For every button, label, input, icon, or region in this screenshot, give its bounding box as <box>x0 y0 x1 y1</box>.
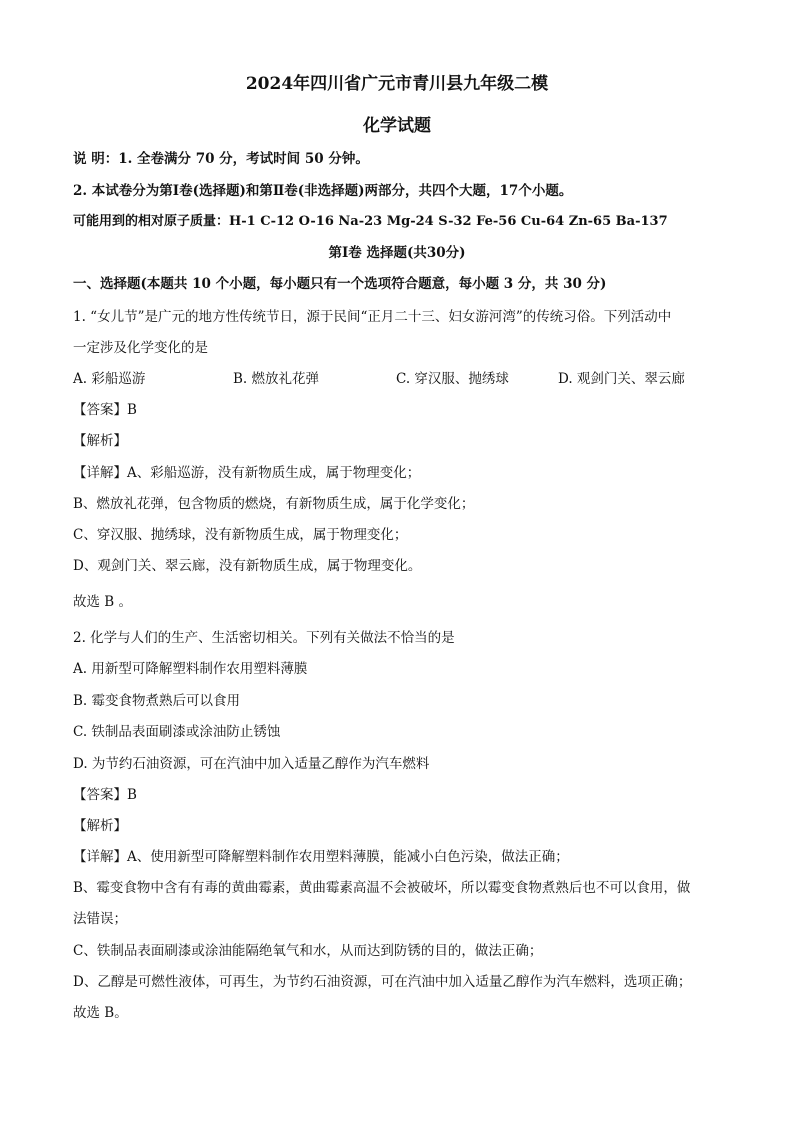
q1-explanation-line: C、穿汉服、抛绣球，没有新物质生成，属于物理变化； <box>73 527 408 543</box>
q2-explanation-line: B、霉变食物中含有有毒的黄曲霉素，黄曲霉素高温不会被破坏，所以霉变食物煮熟后也不可以食用，做 <box>73 880 691 896</box>
q1-answer: 【答案】B <box>73 402 137 418</box>
instruction-line-2: 2. 本试卷分为第Ⅰ卷(选择题)和第Ⅱ卷(非选择题)两部分，共四个大题，17个小题。 <box>73 183 573 199</box>
q2-analysis-label: 【解析】 <box>73 818 127 834</box>
q1-stem-line-2: 一定涉及化学变化的是 <box>73 340 208 356</box>
q2-stem: 2. 化学与人们的生产、生活密切相关。下列有关做法不恰当的是 <box>73 630 455 646</box>
q1-explanation-line: 【详解】A、彩船巡游，没有新物质生成，属于物理变化； <box>73 465 421 481</box>
section-heading: 第Ⅰ卷 选择题(共30分) <box>328 245 466 261</box>
q2-option-c: C. 铁制品表面刷漆或涂油防止锈蚀 <box>73 724 281 740</box>
atomic-mass-line: 可能用到的相对原子质量：H-1 C-12 O-16 Na-23 Mg-24 S-32 Fe-56 Cu-64 Zn-65 Ba-137 <box>73 214 668 229</box>
q2-explanation-line: 法错误； <box>73 911 127 927</box>
q1-analysis-label: 【解析】 <box>73 433 127 449</box>
instruction-line-1: 说 明：1. 全卷满分 70 分，考试时间 50 分钟。 <box>73 151 369 167</box>
q1-option-a: A. 彩船巡游 <box>73 371 146 387</box>
q1-conclusion: 故选 B 。 <box>73 594 133 610</box>
q2-explanation-line: 【详解】A、使用新型可降解塑料制作农用塑料薄膜，能减小白色污染，做法正确； <box>73 849 569 865</box>
q2-option-d: D. 为节约石油资源，可在汽油中加入适量乙醇作为汽车燃料 <box>73 756 430 772</box>
q2-conclusion: 故选 B。 <box>73 1005 128 1021</box>
q2-answer: 【答案】B <box>73 787 137 803</box>
q1-option-c: C. 穿汉服、抛绣球 <box>396 371 509 387</box>
q1-stem-line-1: 1. “女儿节”是广元的地方性传统节日，源于民间“正月二十三、妇女游河湾”的传统习俗。下列活动中 <box>73 309 672 325</box>
q2-option-b: B. 霉变食物煮熟后可以食用 <box>73 693 241 709</box>
q1-option-d: D. 观剑门关、翠云廊 <box>558 371 685 387</box>
exam-subtitle: 化学试题 <box>363 116 431 136</box>
exam-title: 2024年四川省广元市青川县九年级二模 <box>245 74 549 94</box>
section-intro: 一、选择题(本题共 10 个小题，每小题只有一个选项符合题意，每小题 3 分，共 30 分) <box>73 276 607 292</box>
q2-option-a: A. 用新型可降解塑料制作农用塑料薄膜 <box>73 661 308 677</box>
q2-explanation-line: D、乙醇是可燃性液体，可再生，为节约石油资源，可在汽油中加入适量乙醇作为汽车燃料，选项正确； <box>73 974 692 990</box>
q1-option-b: B. 燃放礼花弹 <box>233 371 320 387</box>
q1-explanation-line: D、观剑门关、翠云廊，没有新物质生成，属于物理变化。 <box>73 558 422 574</box>
q2-explanation-line: C、铁制品表面刷漆或涂油能隔绝氧气和水，从而达到防锈的目的，做法正确； <box>73 943 543 959</box>
q1-explanation-line: B、燃放礼花弹，包含物质的燃烧，有新物质生成，属于化学变化； <box>73 496 475 512</box>
